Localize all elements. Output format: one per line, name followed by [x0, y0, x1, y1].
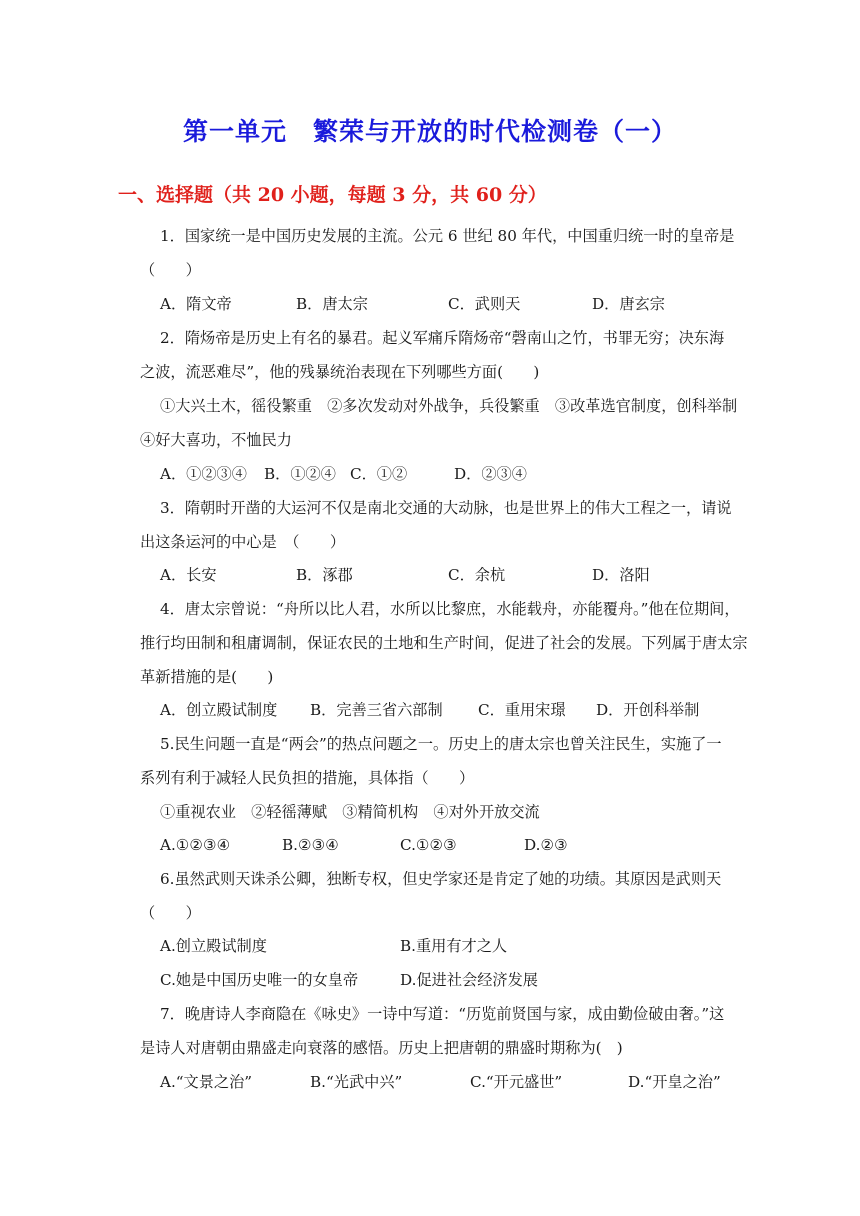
question-5-line-2: 系列有利于减轻人民负担的措施，具体指（ ） — [140, 769, 475, 787]
question-5-line-3: ①重视农业 ②轻徭薄赋 ③精简机构 ④对外开放交流 — [160, 803, 540, 821]
question-3-line-2: 出这条运河的中心是 （ ） — [140, 533, 346, 551]
question-5-option-a[interactable]: A.①②③④ — [160, 836, 231, 854]
question-6-option-a[interactable]: A.创立殿试制度 — [160, 937, 267, 955]
question-4-option-c[interactable]: C．重用宋璟 — [478, 701, 566, 719]
question-7-option-d[interactable]: D.“开皇之治” — [628, 1073, 721, 1091]
question-2-line-4: ④好大喜功，不恤民力 — [140, 431, 292, 449]
question-4-option-a[interactable]: A．创立殿试制度 — [160, 701, 278, 719]
question-1-option-b[interactable]: B．唐太宗 — [296, 295, 368, 313]
question-7-option-a[interactable]: A.“文景之治” — [160, 1073, 253, 1091]
question-3-option-b[interactable]: B．涿郡 — [296, 566, 353, 584]
question-4-line-3: 革新措施的是( ) — [140, 668, 274, 686]
question-6-option-b[interactable]: B.重用有才之人 — [400, 937, 508, 955]
question-3-line-1: 3．隋朝时开凿的大运河不仅是南北交通的大动脉，也是世界上的伟大工程之一，请说 — [160, 499, 732, 517]
question-1-option-c[interactable]: C．武则天 — [448, 295, 521, 313]
question-7-line-2: 是诗人对唐朝由鼎盛走向衰落的感悟。历史上把唐朝的鼎盛时期称为( ) — [140, 1039, 623, 1057]
question-3-option-d[interactable]: D．洛阳 — [592, 566, 650, 584]
question-2-option-d[interactable]: D．②③④ — [454, 465, 527, 483]
question-2-option-a[interactable]: A．①②③④ — [160, 465, 247, 483]
question-4-line-1: 4．唐太宗曾说：“舟所以比人君，水所以比黎庶，水能载舟，亦能覆舟。”他在位期间， — [160, 600, 740, 618]
question-2-line-2: 之波，流恶难尽”，他的残暴统治表现在下列哪些方面( ) — [140, 363, 540, 381]
question-7-option-b[interactable]: B.“光武中兴” — [310, 1073, 403, 1091]
question-5-option-c[interactable]: C.①②③ — [400, 836, 457, 854]
question-4-line-2: 推行均田制和租庸调制，保证农民的土地和生产时间，促进了社会的发展。下列属于唐太宗 — [140, 634, 748, 652]
question-5-option-d[interactable]: D.②③ — [524, 836, 568, 854]
question-5-line-1: 5.民生问题一直是“两会”的热点问题之一。历史上的唐太宗也曾关注民生，实施了一 — [160, 735, 722, 753]
question-2-line-3: ①大兴土木，徭役繁重 ②多次发动对外战争，兵役繁重 ③改革选官制度，创科举制 — [160, 397, 738, 415]
question-4-option-d[interactable]: D．开创科举制 — [596, 701, 700, 719]
question-7-line-1: 7．晚唐诗人李商隐在《咏史》一诗中写道：“历览前贤国与家，成由勤俭破由奢。”这 — [160, 1005, 725, 1023]
section-heading: 一、选择题（共 20 小题，每题 3 分，共 60 分） — [118, 184, 547, 206]
question-2-option-c[interactable]: C．①② — [350, 465, 408, 483]
question-2-line-1: 2．隋炀帝是历史上有名的暴君。起义军痛斥隋炀帝“磬南山之竹，书罪无穷；决东海 — [160, 329, 725, 347]
question-6-line-2: （ ） — [140, 904, 201, 922]
question-1-option-d[interactable]: D．唐玄宗 — [592, 295, 665, 313]
question-2-option-b[interactable]: B．①②④ — [264, 465, 336, 483]
question-3-option-c[interactable]: C．余杭 — [448, 566, 506, 584]
document-title: 第一单元 繁荣与开放的时代检测卷（一） — [182, 117, 677, 146]
question-1-option-a[interactable]: A．隋文帝 — [160, 295, 232, 313]
question-6-line-1: 6.虽然武则天诛杀公卿，独断专权，但史学家还是肯定了她的功绩。其原因是武则天 — [160, 870, 722, 888]
question-1-line-1: 1．国家统一是中国历史发展的主流。公元 6 世纪 80 年代，中国重归统一时的皇帝是 — [160, 227, 735, 245]
question-7-option-c[interactable]: C.“开元盛世” — [470, 1073, 563, 1091]
question-3-option-a[interactable]: A．长安 — [160, 566, 217, 584]
question-4-option-b[interactable]: B．完善三省六部制 — [310, 701, 443, 719]
question-6-option-d[interactable]: D.促进社会经济发展 — [400, 971, 538, 989]
question-1-line-2: （ ） — [140, 261, 201, 279]
question-6-option-c[interactable]: C.她是中国历史唯一的女皇帝 — [160, 971, 359, 989]
question-5-option-b[interactable]: B.②③④ — [282, 836, 339, 854]
